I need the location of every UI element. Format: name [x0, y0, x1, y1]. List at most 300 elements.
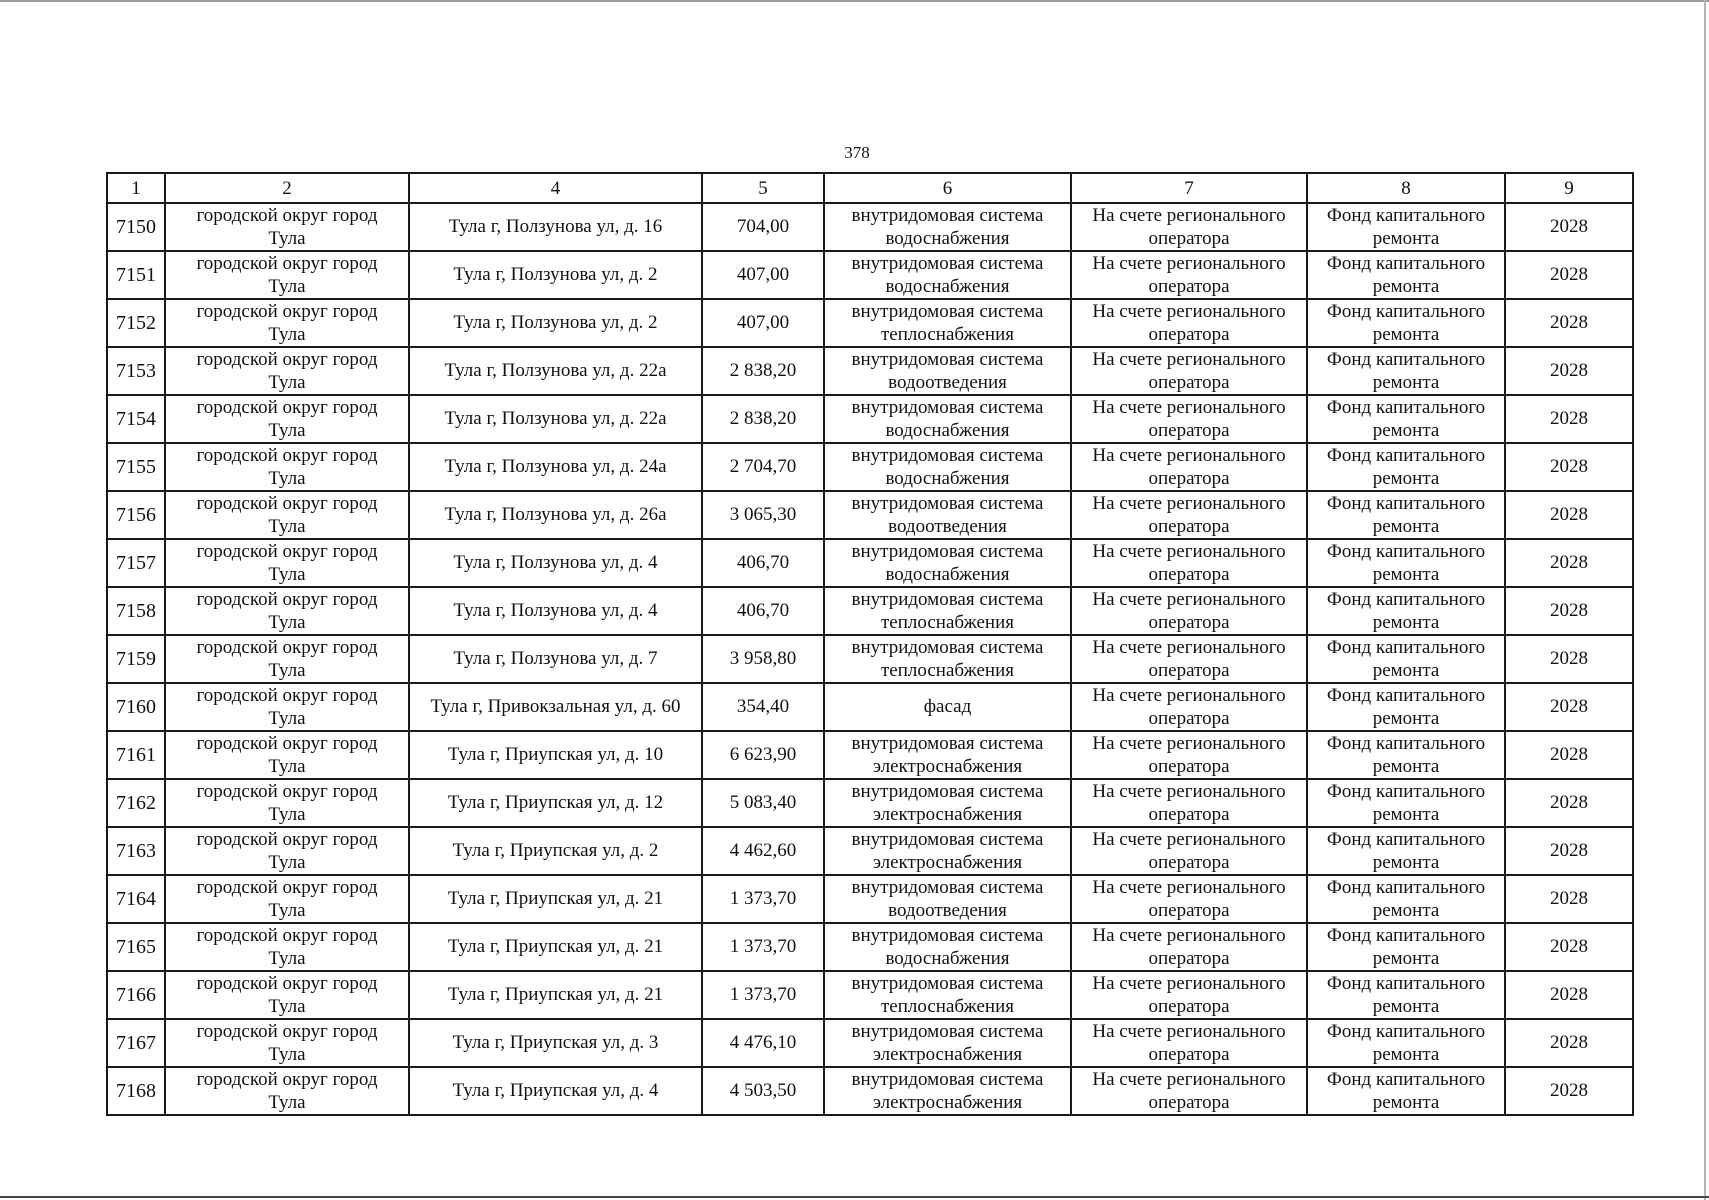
- cell-line: ремонта: [1372, 324, 1440, 345]
- cell-line: оператора: [1148, 996, 1230, 1017]
- cell-line: внутридомовая система: [851, 1021, 1044, 1042]
- area-cell: 3 958,80: [702, 635, 824, 683]
- scan-edge-right: [1704, 0, 1706, 1200]
- municipality-cell: [165, 539, 409, 587]
- cell-line: городской округ город: [196, 637, 378, 658]
- cell-line: водоотведения: [888, 900, 1007, 921]
- account-cell: [1071, 1019, 1307, 1067]
- area-cell: 2 838,20: [702, 395, 824, 443]
- address-cell: Тула г, Ползунова ул, д. 7: [409, 635, 702, 683]
- cell-line: оператора: [1148, 420, 1230, 441]
- cell-line: ремонта: [1372, 228, 1440, 249]
- account-cell: [1071, 923, 1307, 971]
- account-cell: [1071, 971, 1307, 1019]
- account-cell: [1071, 299, 1307, 347]
- cell-line: внутридомовая система: [851, 589, 1044, 610]
- address-cell: Тула г, Приупская ул, д. 3: [409, 1019, 702, 1067]
- cell-line: Фонд капитального: [1326, 493, 1486, 514]
- funding-source-cell: [1307, 587, 1505, 635]
- row-number-cell: 7167: [107, 1019, 165, 1067]
- year-cell: 2028: [1505, 1019, 1633, 1067]
- cell-line: На счете регионального: [1092, 685, 1286, 706]
- area-cell: 6 623,90: [702, 731, 824, 779]
- table-header: [107, 173, 1633, 203]
- cell-line: городской округ город: [196, 1021, 378, 1042]
- cell-line: Фонд капитального: [1326, 733, 1486, 754]
- header-cell-col-8: 8: [1307, 173, 1505, 203]
- cell-line: водоснабжения: [885, 276, 1010, 297]
- cell-line: Тула: [268, 612, 306, 633]
- system-cell: [824, 635, 1071, 683]
- cell-line: городской округ город: [196, 349, 378, 370]
- cell-line: ремонта: [1372, 1092, 1440, 1113]
- cell-line: Тула: [268, 420, 306, 441]
- system-cell: [824, 827, 1071, 875]
- year-cell: 2028: [1505, 827, 1633, 875]
- address-cell: Тула г, Ползунова ул, д. 2: [409, 251, 702, 299]
- row-number-cell: 7155: [107, 443, 165, 491]
- cell-line: Тула: [268, 564, 306, 585]
- cell-line: На счете регионального: [1092, 397, 1286, 418]
- cell-line: ремонта: [1372, 612, 1440, 633]
- address-cell: Тула г, Приупская ул, д. 10: [409, 731, 702, 779]
- cell-line: теплоснабжения: [881, 996, 1014, 1017]
- account-cell: [1071, 251, 1307, 299]
- cell-line: Фонд капитального: [1326, 253, 1486, 274]
- cell-line: городской округ город: [196, 685, 378, 706]
- table-row: [107, 347, 1633, 395]
- system-cell: [824, 395, 1071, 443]
- year-cell: 2028: [1505, 731, 1633, 779]
- cell-line: На счете регионального: [1092, 445, 1286, 466]
- cell-line: внутридомовая система: [851, 973, 1044, 994]
- table-body: [107, 203, 1633, 1115]
- system-cell: [824, 779, 1071, 827]
- cell-line: внутридомовая система: [851, 301, 1044, 322]
- system-cell: [824, 683, 1071, 731]
- cell-line: На счете регионального: [1092, 637, 1286, 658]
- cell-line: городской округ город: [196, 1069, 378, 1090]
- cell-line: Фонд капитального: [1326, 1069, 1486, 1090]
- cell-line: оператора: [1148, 1044, 1230, 1065]
- system-cell: [824, 1067, 1071, 1115]
- cell-line: электроснабжения: [872, 756, 1023, 777]
- municipality-cell: [165, 347, 409, 395]
- cell-line: оператора: [1148, 708, 1230, 729]
- system-cell: [824, 539, 1071, 587]
- table-row: [107, 491, 1633, 539]
- account-cell: [1071, 203, 1307, 251]
- cell-line: внутридомовая система: [851, 829, 1044, 850]
- address-cell: Тула г, Ползунова ул, д. 26а: [409, 491, 702, 539]
- cell-line: ремонта: [1372, 564, 1440, 585]
- cell-line: внутридомовая система: [851, 733, 1044, 754]
- cell-line: внутридомовая система: [851, 541, 1044, 562]
- cell-line: оператора: [1148, 516, 1230, 537]
- system-cell: [824, 347, 1071, 395]
- cell-line: Тула: [268, 948, 306, 969]
- cell-line: внутридомовая система: [851, 1069, 1044, 1090]
- table-row: [107, 923, 1633, 971]
- year-cell: 2028: [1505, 875, 1633, 923]
- funding-source-cell: [1307, 443, 1505, 491]
- account-cell: [1071, 635, 1307, 683]
- table-row: [107, 1019, 1633, 1067]
- cell-line: оператора: [1148, 900, 1230, 921]
- cell-line: Фонд капитального: [1326, 397, 1486, 418]
- address-cell: Тула г, Приупская ул, д. 21: [409, 875, 702, 923]
- cell-line: ремонта: [1372, 1044, 1440, 1065]
- cell-line: внутридомовая система: [851, 637, 1044, 658]
- area-cell: 2 838,20: [702, 347, 824, 395]
- cell-line: оператора: [1148, 852, 1230, 873]
- year-cell: 2028: [1505, 539, 1633, 587]
- row-number-cell: 7166: [107, 971, 165, 1019]
- row-number-cell: 7165: [107, 923, 165, 971]
- account-cell: [1071, 491, 1307, 539]
- system-cell: [824, 299, 1071, 347]
- funding-source-cell: [1307, 1067, 1505, 1115]
- cell-line: Фонд капитального: [1326, 877, 1486, 898]
- row-number-cell: 7156: [107, 491, 165, 539]
- row-number-cell: 7157: [107, 539, 165, 587]
- cell-line: внутридомовая система: [851, 445, 1044, 466]
- area-cell: 407,00: [702, 251, 824, 299]
- cell-line: оператора: [1148, 564, 1230, 585]
- area-cell: 1 373,70: [702, 923, 824, 971]
- account-cell: [1071, 443, 1307, 491]
- funding-source-cell: [1307, 539, 1505, 587]
- cell-line: Фонд капитального: [1326, 829, 1486, 850]
- cell-line: Тула: [268, 900, 306, 921]
- account-cell: [1071, 875, 1307, 923]
- cell-line: водоснабжения: [885, 228, 1010, 249]
- area-cell: 4 462,60: [702, 827, 824, 875]
- cell-line: городской округ город: [196, 973, 378, 994]
- account-cell: [1071, 539, 1307, 587]
- municipality-cell: [165, 827, 409, 875]
- area-cell: 4 503,50: [702, 1067, 824, 1115]
- municipality-cell: [165, 683, 409, 731]
- cell-line: оператора: [1148, 756, 1230, 777]
- cell-line: Тула: [268, 1092, 306, 1113]
- municipality-cell: [165, 587, 409, 635]
- cell-line: электроснабжения: [872, 804, 1023, 825]
- cell-line: Тула: [268, 276, 306, 297]
- account-cell: [1071, 683, 1307, 731]
- header-cell-col-9: 9: [1505, 173, 1633, 203]
- funding-source-cell: [1307, 875, 1505, 923]
- cell-line: внутридомовая система: [851, 781, 1044, 802]
- address-cell: Тула г, Приупская ул, д. 4: [409, 1067, 702, 1115]
- cell-line: Тула: [268, 1044, 306, 1065]
- cell-line: Тула: [268, 756, 306, 777]
- cell-line: Тула: [268, 228, 306, 249]
- row-number-cell: 7154: [107, 395, 165, 443]
- cell-line: Фонд капитального: [1326, 205, 1486, 226]
- year-cell: 2028: [1505, 347, 1633, 395]
- cell-line: оператора: [1148, 612, 1230, 633]
- cell-line: городской округ город: [196, 877, 378, 898]
- cell-line: Фонд капитального: [1326, 349, 1486, 370]
- municipality-cell: [165, 875, 409, 923]
- area-cell: 704,00: [702, 203, 824, 251]
- cell-line: оператора: [1148, 372, 1230, 393]
- cell-line: городской округ город: [196, 301, 378, 322]
- cell-line: На счете регионального: [1092, 253, 1286, 274]
- municipality-cell: [165, 779, 409, 827]
- funding-source-cell: [1307, 347, 1505, 395]
- cell-line: Тула: [268, 324, 306, 345]
- cell-line: городской округ город: [196, 493, 378, 514]
- account-cell: [1071, 347, 1307, 395]
- header-cell-col-7: 7: [1071, 173, 1307, 203]
- table-row: [107, 779, 1633, 827]
- funding-source-cell: [1307, 251, 1505, 299]
- cell-line: Тула: [268, 372, 306, 393]
- system-cell: [824, 491, 1071, 539]
- funding-source-cell: [1307, 299, 1505, 347]
- cell-line: оператора: [1148, 324, 1230, 345]
- account-cell: [1071, 731, 1307, 779]
- year-cell: 2028: [1505, 203, 1633, 251]
- municipality-cell: [165, 203, 409, 251]
- address-cell: Тула г, Ползунова ул, д. 22а: [409, 347, 702, 395]
- address-cell: Тула г, Приупская ул, д. 21: [409, 923, 702, 971]
- cell-line: городской округ город: [196, 925, 378, 946]
- municipality-cell: [165, 491, 409, 539]
- table-row: [107, 875, 1633, 923]
- cell-line: Фонд капитального: [1326, 685, 1486, 706]
- system-cell: [824, 251, 1071, 299]
- cell-line: городской округ город: [196, 397, 378, 418]
- table-row: [107, 395, 1633, 443]
- cell-line: внутридомовая система: [851, 205, 1044, 226]
- cell-line: ремонта: [1372, 948, 1440, 969]
- cell-line: городской округ город: [196, 253, 378, 274]
- municipality-cell: [165, 971, 409, 1019]
- cell-line: На счете регионального: [1092, 781, 1286, 802]
- system-cell: [824, 875, 1071, 923]
- cell-line: Фонд капитального: [1326, 589, 1486, 610]
- cell-line: электроснабжения: [872, 1092, 1023, 1113]
- area-cell: 4 476,10: [702, 1019, 824, 1067]
- cell-line: ремонта: [1372, 372, 1440, 393]
- cell-line: ремонта: [1372, 276, 1440, 297]
- cell-line: На счете регионального: [1092, 1021, 1286, 1042]
- address-cell: Тула г, Ползунова ул, д. 16: [409, 203, 702, 251]
- system-cell: [824, 731, 1071, 779]
- year-cell: 2028: [1505, 923, 1633, 971]
- area-cell: 3 065,30: [702, 491, 824, 539]
- account-cell: [1071, 827, 1307, 875]
- cell-line: оператора: [1148, 276, 1230, 297]
- table-row: [107, 587, 1633, 635]
- table-row: [107, 1067, 1633, 1115]
- cell-line: внутридомовая система: [851, 493, 1044, 514]
- table-row: [107, 299, 1633, 347]
- area-cell: 354,40: [702, 683, 824, 731]
- account-cell: [1071, 779, 1307, 827]
- cell-line: городской округ город: [196, 205, 378, 226]
- account-cell: [1071, 1067, 1307, 1115]
- table-row: [107, 443, 1633, 491]
- address-cell: Тула г, Ползунова ул, д. 22а: [409, 395, 702, 443]
- area-cell: 407,00: [702, 299, 824, 347]
- funding-source-cell: [1307, 827, 1505, 875]
- cell-line: На счете регионального: [1092, 877, 1286, 898]
- page-number: 378: [844, 143, 870, 162]
- cell-line: водоснабжения: [885, 564, 1010, 585]
- funding-source-cell: [1307, 491, 1505, 539]
- cell-line: На счете регионального: [1092, 205, 1286, 226]
- cell-line: Фонд капитального: [1326, 973, 1486, 994]
- row-number-cell: 7164: [107, 875, 165, 923]
- header-cell-col-5: 5: [702, 173, 824, 203]
- system-cell: [824, 971, 1071, 1019]
- year-cell: 2028: [1505, 395, 1633, 443]
- cell-line: Тула: [268, 852, 306, 873]
- cell-line: водоснабжения: [885, 948, 1010, 969]
- header-cell-col-2: 2: [165, 173, 409, 203]
- address-cell: Тула г, Приупская ул, д. 21: [409, 971, 702, 1019]
- row-number-cell: 7168: [107, 1067, 165, 1115]
- cell-line: внутридомовая система: [851, 877, 1044, 898]
- cell-line: внутридомовая система: [851, 349, 1044, 370]
- header-cell-col-4: 4: [409, 173, 702, 203]
- year-cell: 2028: [1505, 971, 1633, 1019]
- year-cell: 2028: [1505, 299, 1633, 347]
- municipality-cell: [165, 923, 409, 971]
- cell-line: водоснабжения: [885, 420, 1010, 441]
- cell-line: Фонд капитального: [1326, 925, 1486, 946]
- funding-source-cell: [1307, 395, 1505, 443]
- cell-line: ремонта: [1372, 420, 1440, 441]
- address-cell: Тула г, Ползунова ул, д. 4: [409, 587, 702, 635]
- address-cell: Тула г, Приупская ул, д. 2: [409, 827, 702, 875]
- year-cell: 2028: [1505, 779, 1633, 827]
- cell-line: оператора: [1148, 228, 1230, 249]
- row-number-cell: 7161: [107, 731, 165, 779]
- cell-line: Фонд капитального: [1326, 637, 1486, 658]
- area-cell: 406,70: [702, 539, 824, 587]
- scan-edge-bottom: [0, 1196, 1709, 1198]
- cell-line: На счете регионального: [1092, 973, 1286, 994]
- cell-line: внутридомовая система: [851, 253, 1044, 274]
- table-row: [107, 539, 1633, 587]
- municipality-cell: [165, 251, 409, 299]
- table-row: [107, 635, 1633, 683]
- cell-line: городской округ город: [196, 541, 378, 562]
- area-cell: 406,70: [702, 587, 824, 635]
- cell-line: электроснабжения: [872, 1044, 1023, 1065]
- row-number-cell: 7152: [107, 299, 165, 347]
- cell-line: Тула: [268, 804, 306, 825]
- funding-source-cell: [1307, 203, 1505, 251]
- funding-source-cell: [1307, 779, 1505, 827]
- cell-line: Тула: [268, 468, 306, 489]
- cell-line: фасад: [923, 696, 972, 717]
- cell-line: оператора: [1148, 660, 1230, 681]
- cell-line: На счете регионального: [1092, 925, 1286, 946]
- table-row: [107, 731, 1633, 779]
- funding-source-cell: [1307, 1019, 1505, 1067]
- year-cell: 2028: [1505, 635, 1633, 683]
- row-number-cell: 7158: [107, 587, 165, 635]
- address-cell: Тула г, Приупская ул, д. 12: [409, 779, 702, 827]
- cell-line: На счете регионального: [1092, 733, 1286, 754]
- cell-line: оператора: [1148, 804, 1230, 825]
- address-cell: Тула г, Ползунова ул, д. 4: [409, 539, 702, 587]
- area-cell: 5 083,40: [702, 779, 824, 827]
- account-cell: [1071, 587, 1307, 635]
- cell-line: Тула: [268, 708, 306, 729]
- year-cell: 2028: [1505, 683, 1633, 731]
- cell-line: На счете регионального: [1092, 301, 1286, 322]
- cell-line: ремонта: [1372, 804, 1440, 825]
- header-cell-col-1: 1: [107, 173, 165, 203]
- cell-line: Тула: [268, 996, 306, 1017]
- cell-line: ремонта: [1372, 708, 1440, 729]
- cell-line: теплоснабжения: [881, 660, 1014, 681]
- system-cell: [824, 923, 1071, 971]
- row-number-cell: 7153: [107, 347, 165, 395]
- cell-line: оператора: [1148, 948, 1230, 969]
- area-cell: 1 373,70: [702, 971, 824, 1019]
- cell-line: внутридомовая система: [851, 925, 1044, 946]
- cell-line: теплоснабжения: [881, 612, 1014, 633]
- scan-edge-top: [0, 0, 1709, 2]
- cell-line: Фонд капитального: [1326, 1021, 1486, 1042]
- system-cell: [824, 443, 1071, 491]
- year-cell: 2028: [1505, 1067, 1633, 1115]
- cell-line: ремонта: [1372, 852, 1440, 873]
- funding-source-cell: [1307, 635, 1505, 683]
- funding-source-cell: [1307, 971, 1505, 1019]
- address-cell: Тула г, Ползунова ул, д. 2: [409, 299, 702, 347]
- cell-line: городской округ город: [196, 589, 378, 610]
- cell-line: На счете регионального: [1092, 541, 1286, 562]
- funding-source-cell: [1307, 731, 1505, 779]
- cell-line: городской округ город: [196, 445, 378, 466]
- row-number-cell: 7162: [107, 779, 165, 827]
- municipality-cell: [165, 1019, 409, 1067]
- cell-line: ремонта: [1372, 516, 1440, 537]
- table-row: [107, 971, 1633, 1019]
- cell-line: Фонд капитального: [1326, 781, 1486, 802]
- address-cell: Тула г, Ползунова ул, д. 24а: [409, 443, 702, 491]
- cell-line: На счете регионального: [1092, 1069, 1286, 1090]
- address-cell: Тула г, Привокзальная ул, д. 60: [409, 683, 702, 731]
- cell-line: ремонта: [1372, 996, 1440, 1017]
- system-cell: [824, 203, 1071, 251]
- cell-line: ремонта: [1372, 756, 1440, 777]
- year-cell: 2028: [1505, 443, 1633, 491]
- cell-line: ремонта: [1372, 660, 1440, 681]
- cell-line: оператора: [1148, 468, 1230, 489]
- cell-line: На счете регионального: [1092, 589, 1286, 610]
- cell-line: Тула: [268, 660, 306, 681]
- year-cell: 2028: [1505, 491, 1633, 539]
- cell-line: городской округ город: [196, 733, 378, 754]
- register-table: [106, 172, 1634, 1116]
- cell-line: ремонта: [1372, 900, 1440, 921]
- cell-line: Фонд капитального: [1326, 541, 1486, 562]
- header-row: [107, 173, 1633, 203]
- row-number-cell: 7151: [107, 251, 165, 299]
- cell-line: городской округ город: [196, 829, 378, 850]
- table-row: [107, 251, 1633, 299]
